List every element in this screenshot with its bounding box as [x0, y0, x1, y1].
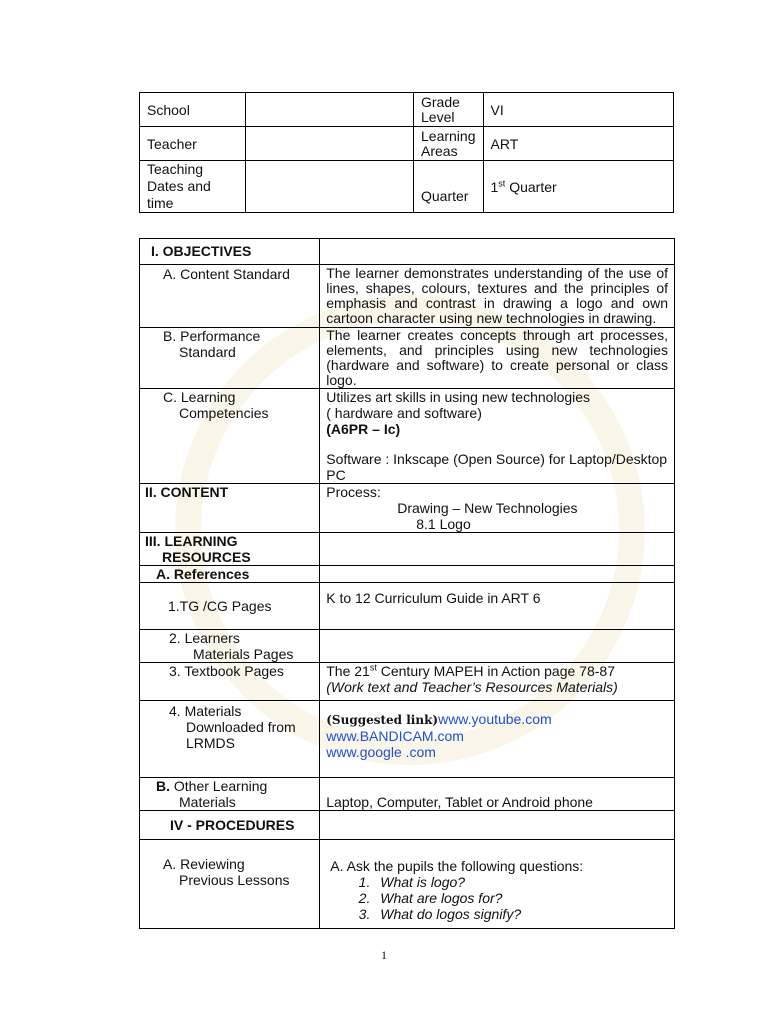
other-label-line2: Materials [179, 794, 236, 810]
ask-intro: A. Ask the pupils the following questions: [330, 858, 584, 874]
textbook-note: (Work text and Teacher’s Resources Materials) [326, 679, 618, 695]
grade-label: Grade Level [414, 93, 484, 127]
learning-areas-label: Learning Areas [414, 127, 484, 161]
learners-materials-label [140, 630, 320, 663]
references-blank [320, 566, 675, 583]
quarter-value [483, 161, 674, 213]
learning-competencies-label [140, 389, 320, 484]
other-label-line1 [156, 778, 319, 794]
bandicam-link[interactable]: www.BANDICAM.com [326, 728, 464, 744]
lrmds-links [320, 701, 675, 778]
learners-materials-value [320, 630, 675, 663]
procedures-blank [320, 811, 675, 840]
performance-label-line1: B. Performance [163, 328, 261, 344]
school-label: School [140, 93, 246, 127]
materials-label-line3: LRMDS [186, 735, 236, 751]
google-link[interactable]: www.google .com [326, 744, 436, 760]
reviewing-label-line2: Previous Lessons [179, 872, 290, 888]
competencies-line2: ( hardware and software) [326, 405, 482, 421]
lesson-plan-table [139, 238, 675, 929]
header-table [139, 92, 674, 213]
process-label: Process: [326, 484, 381, 500]
learning-areas-value: ART [483, 127, 674, 161]
process-line2: 8.1 Logo [416, 516, 471, 532]
tg-cg-label: 1.TG /CG Pages [140, 583, 320, 630]
lrmds-materials-label [140, 701, 320, 778]
materials-label-line2: Downloaded from [186, 719, 296, 735]
competencies-code: (A6PR – Ic) [326, 421, 401, 437]
objectives-title: I. OBJECTIVES [140, 239, 320, 265]
reviewing-questions [320, 840, 675, 929]
question-item: 3. What do logos signify? [374, 906, 668, 922]
learners-label-line1: 2. Learners [169, 630, 240, 646]
resources-title-line2: RESOURCES [162, 549, 251, 565]
other-label-prefix: B. [156, 778, 170, 794]
textbook-pre: The 21 [326, 663, 370, 679]
resources-title-line1: III. LEARNING [145, 533, 238, 549]
materials-label-line1: 4. Materials [169, 703, 242, 719]
dates-label: Teaching Dates and time [140, 161, 246, 213]
reviewing-label-line1: A. Reviewing [163, 856, 245, 872]
quarter-sup: st [498, 177, 506, 188]
other-materials-label [140, 778, 320, 811]
competencies-line1: Utilizes art skills in using new technologies [326, 389, 591, 405]
quarter-label: Quarter [414, 161, 484, 213]
learning-resources-title [140, 533, 320, 566]
learners-label-line2: Materials Pages [193, 646, 294, 662]
other-label-text: Other Learning [170, 778, 268, 794]
grade-value: VI [483, 93, 674, 127]
objectives-title-blank [320, 239, 675, 265]
textbook-pages-label: 3. Textbook Pages [140, 663, 320, 701]
performance-label-line2: Standard [179, 344, 236, 360]
question-item: 1. What is logo? [374, 874, 668, 890]
competencies-software: Software : Inkscape (Open Source) for Laptop/Desktop PC [326, 451, 668, 483]
content-standard-label: A. Content Standard [140, 265, 320, 328]
question-list [330, 874, 668, 922]
references-label: A. References [140, 566, 320, 583]
content-title: II. CONTENT [140, 484, 320, 533]
quarter-word: Quarter [509, 178, 557, 195]
other-materials-value: Laptop, Computer, Tablet or Android phone [320, 778, 675, 811]
quarter-num: 1 [490, 178, 499, 195]
process-line1: Drawing – New Technologies [397, 500, 578, 516]
content-standard-text: The learner demonstrates understanding of the use of lines, shapes, colours, textures and the principles of emphasis and contrast in drawing a logo and own cartoon character using new technologies in drawing. [320, 265, 675, 328]
reviewing-label [140, 840, 320, 929]
performance-standard-label [140, 328, 320, 389]
competencies-label-line1: C. Learning [163, 389, 236, 405]
performance-standard-text: The learner creates concepts through art processes, elements, and principles using new technologies (hardware and software) to create personal or class logo. [320, 328, 675, 389]
suggested-link-label: (Suggested link) [326, 713, 439, 727]
tg-cg-value: K to 12 Curriculum Guide in ART 6 [320, 583, 675, 630]
teacher-label: Teacher [140, 127, 246, 161]
textbook-title [326, 663, 668, 679]
textbook-pages-value [320, 663, 675, 701]
youtube-link[interactable]: www.youtube.com [438, 711, 552, 727]
competencies-label-line2: Competencies [179, 405, 269, 421]
content-process [320, 484, 675, 533]
question-item: 2. What are logos for? [374, 890, 668, 906]
page-number: 1 [381, 948, 387, 962]
learning-competencies-text [320, 389, 675, 484]
textbook-post: Century MAPEH in Action page 78-87 [376, 663, 615, 679]
textbook-sup: st [369, 662, 377, 673]
dates-value [246, 161, 414, 213]
learning-resources-blank [320, 533, 675, 566]
school-value [246, 93, 414, 127]
procedures-title: IV - PROCEDURES [140, 811, 320, 840]
teacher-value [246, 127, 414, 161]
